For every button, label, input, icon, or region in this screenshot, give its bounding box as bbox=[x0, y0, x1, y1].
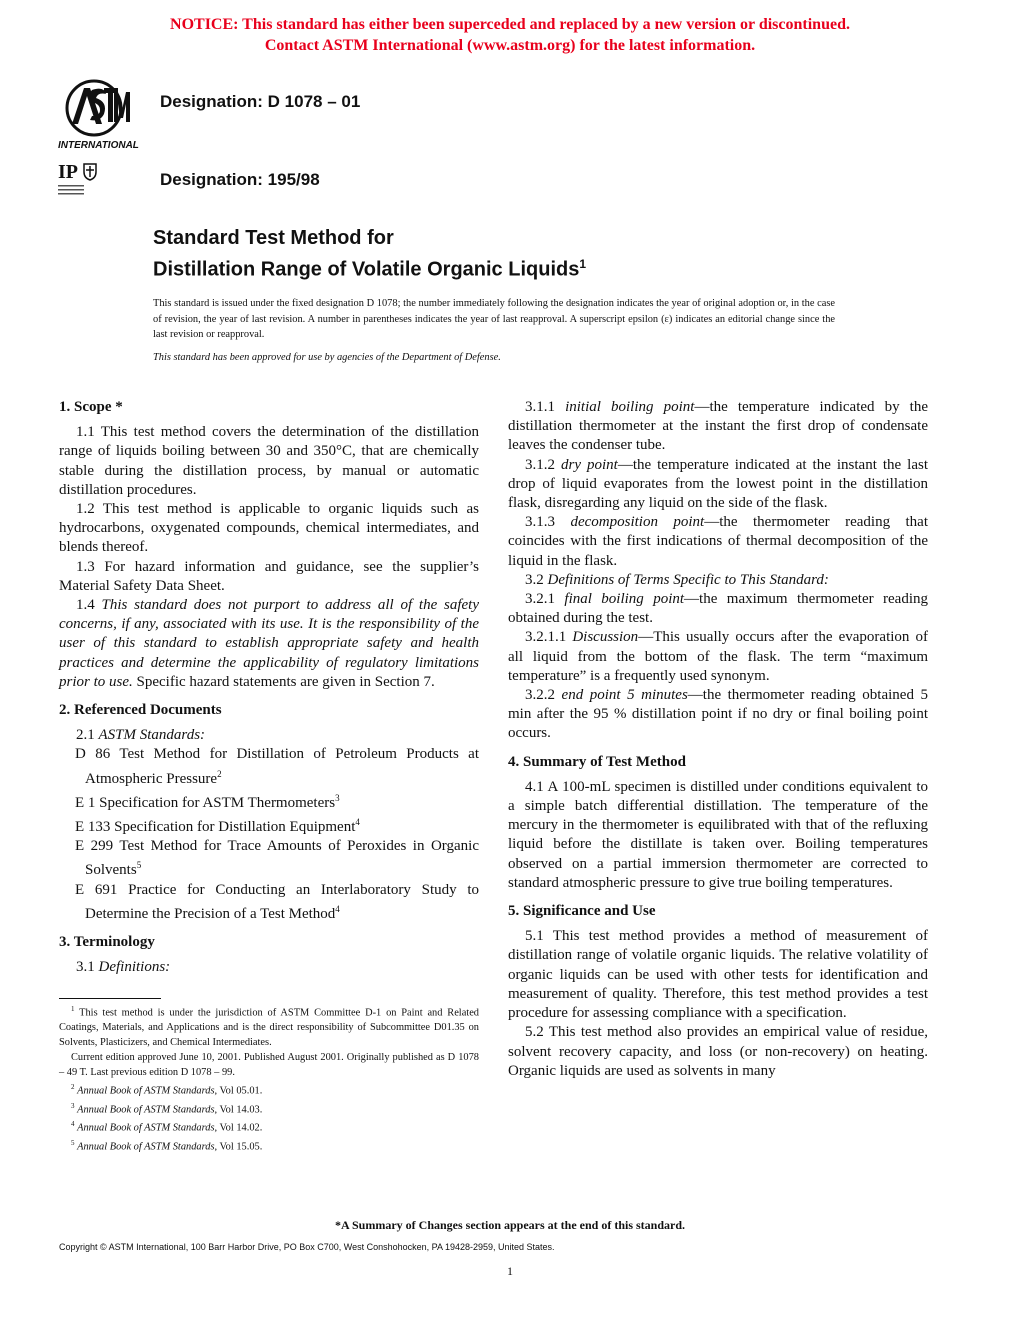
footnote-vol: , Vol 05.01. bbox=[214, 1085, 263, 1097]
issued-note: This standard is issued under the fixed designation D 1078; the number immediately following the designation indicates the year of original adoption or, in the case of revision, the year of last revision. A number in parentheses indicates the year of last reapproval. A superscript epsilon (ε) indicates an editorial change since the last revision or reapproval. bbox=[153, 298, 835, 340]
ref-e299 bbox=[59, 837, 479, 880]
defined-term: end point 5 minutes bbox=[561, 687, 688, 704]
para-1-4-italic: This standard does not purport to address all of the safety concerns, if any, associated with its use. It is the responsibility of the user of this standard to establish appropriate safety and health practices and determine the applicability of regulatory limitations prior to use. bbox=[59, 597, 480, 690]
title-footnote-mark: 1 bbox=[579, 257, 587, 271]
para-1-4-num: 1.4 bbox=[76, 597, 95, 614]
scope-heading: 1. Scope * bbox=[59, 399, 123, 415]
defined-term: Discussion bbox=[572, 629, 639, 646]
para-2-1 bbox=[59, 726, 479, 745]
para-5-1: 5.1 This test method provides a method of measurement of distillation range of volatile organic liquids. The relative volatility of organic liquids can be used with other tests for identification and measurement of quality. Therefore, this test method provides a test procedure for assessing compliance with a specification. bbox=[508, 928, 928, 1022]
ref-sup: 4 bbox=[335, 903, 340, 914]
referenced-documents-heading: 2. Referenced Documents bbox=[59, 702, 222, 719]
ref-text: E 1 Specification for ASTM Thermometers bbox=[75, 794, 336, 811]
ip-logo bbox=[58, 160, 102, 200]
para-3-1-label: Definitions: bbox=[98, 959, 171, 976]
para-num: 3.2.1 bbox=[525, 591, 555, 608]
para-num: 3.1.1 bbox=[525, 399, 555, 415]
ref-text: E 299 Test Method for Trace Amounts of Peroxides in Organic Solvents bbox=[75, 838, 479, 879]
footnote-mark: 1 bbox=[71, 1005, 75, 1013]
title-line-2-text: Distillation Range of Volatile Organic Liquids bbox=[153, 258, 580, 281]
para-2-1-num: 2.1 bbox=[76, 727, 95, 744]
para-3-1-2 bbox=[508, 456, 928, 514]
designation-astm: Designation: D 1078 – 01 bbox=[160, 92, 361, 111]
astm-logo-text: INTERNATIONAL bbox=[58, 140, 139, 151]
defined-term: decomposition point bbox=[570, 514, 705, 531]
ref-text: E 691 Practice for Conducting an Interlaboratory Study to Determine the Precision of a Test Method bbox=[75, 881, 479, 922]
footnote-title: Annual Book of ASTM Standards bbox=[77, 1141, 215, 1153]
para-num: 3.2.2 bbox=[525, 687, 555, 704]
para-1-4 bbox=[59, 596, 479, 692]
footnote-mark: 5 bbox=[71, 1138, 75, 1147]
definition-text: —the temperature indicated by the distillation thermometer at the instant the first drop of condensate leaves the condenser tube. bbox=[508, 399, 929, 454]
footnote-title: Annual Book of ASTM Standards bbox=[77, 1122, 215, 1134]
footnote-title: Annual Book of ASTM Standards bbox=[77, 1085, 215, 1097]
ref-sup: 2 bbox=[217, 768, 222, 779]
left-column bbox=[59, 398, 479, 977]
notice-line-1: NOTICE: This standard has either been superceded and replaced by a new version or discontinued. bbox=[170, 16, 850, 33]
subsection-label: Definitions of Terms Specific to This Standard: bbox=[547, 571, 829, 588]
summary-of-changes-note: *A Summary of Changes section appears at the end of this standard. bbox=[334, 1218, 686, 1232]
ip-logo-text: IP bbox=[58, 161, 78, 183]
para-num: 3.2.1.1 bbox=[525, 629, 567, 646]
designation-ip: Designation: 195/98 bbox=[160, 170, 320, 189]
definition-text: —the thermometer reading obtained 5 min after the 95 % distillation point if no dry or final boiling point occurs. bbox=[508, 687, 928, 742]
para-1-1: 1.1 This test method covers the determination of the distillation range of liquids boiling between 30 and 350°C, that are chemically stable during the distillation process, by manual or automatic distillation procedures. bbox=[59, 424, 479, 498]
ref-d86 bbox=[59, 745, 479, 788]
footnote-text: This test method is under the jurisdiction of ASTM Committee D-1 on Paint and Related Coatings, Materials, and Applications and is the direct responsibility of Subcommittee D01.35 on Solvents, Plasticizers, and Chemical Intermediates. bbox=[59, 1007, 479, 1049]
ref-sup: 5 bbox=[136, 860, 142, 871]
para-num: 3.1.3 bbox=[525, 514, 555, 531]
title-line-2 bbox=[153, 251, 586, 283]
ref-e1 bbox=[59, 789, 479, 813]
footnotes bbox=[59, 998, 479, 1154]
definition-text: —the thermometer reading that coincides with the first indications of thermal decomposition of the liquid in the flask. bbox=[508, 514, 929, 569]
para-3-1 bbox=[59, 958, 479, 977]
footnote-1 bbox=[59, 1002, 479, 1050]
right-column bbox=[508, 398, 928, 1081]
ref-sup: 3 bbox=[335, 792, 340, 803]
definition-text: —the maximum thermometer reading obtained during the test. bbox=[508, 591, 929, 627]
para-3-1-num: 3.1 bbox=[76, 959, 95, 976]
footnote-mark: 2 bbox=[71, 1083, 75, 1092]
para-4-1: 4.1 A 100-mL specimen is distilled under conditions equivalent to a simple batch differential distillation. The temperature of the mercury in the thermometer is equilibrated with that of the refluxing liquid before the distillate is taken over. Boiling temperatures observed on a partial immersion thermometer are corrected to standard atmospheric pressure to give true boiling temperatures. bbox=[508, 778, 928, 891]
para-3-2-1 bbox=[508, 590, 928, 628]
para-2-1-label: ASTM Standards: bbox=[98, 727, 206, 744]
footnote-3 bbox=[59, 1099, 479, 1117]
defined-term: dry point bbox=[561, 456, 618, 473]
footnote-1-edition: Current edition approved June 10, 2001. Published August 2001. Originally published as D 1078 – 49 T. Last previous edition D 1078 – 99. bbox=[59, 1052, 479, 1079]
para-3-2-1-1 bbox=[508, 628, 928, 686]
para-3-1-3 bbox=[508, 513, 928, 571]
ref-e133 bbox=[59, 813, 479, 837]
para-3-1-1 bbox=[508, 398, 928, 456]
definition-text: —the temperature indicated at the instant the last drop of liquid evaporates from the lowest point in the distillation flask, disregarding any liquid on the side of the flask. bbox=[508, 456, 928, 512]
defined-term: final boiling point bbox=[564, 591, 685, 608]
supersede-notice bbox=[0, 14, 1020, 56]
para-num: 3.2 bbox=[525, 571, 544, 588]
title-line-1: Standard Test Method for bbox=[153, 227, 394, 249]
page-number: 1 bbox=[507, 1264, 513, 1278]
notice-line-2: Contact ASTM International (www.astm.org) for the latest information. bbox=[264, 37, 756, 54]
terminology-heading: 3. Terminology bbox=[59, 934, 155, 951]
ref-text: D 86 Test Method for Distillation of Petroleum Products at Atmospheric Pressure bbox=[75, 746, 479, 787]
para-1-4-rest: Specific hazard statements are given in Section 7. bbox=[136, 673, 435, 690]
footnote-5 bbox=[59, 1136, 479, 1154]
document-title bbox=[153, 225, 586, 283]
footnote-title: Annual Book of ASTM Standards bbox=[77, 1104, 215, 1116]
astm-logo bbox=[58, 78, 146, 152]
ref-text: E 133 Specification for Distillation Equipment bbox=[75, 819, 356, 836]
footnote-mark: 4 bbox=[71, 1120, 75, 1129]
para-5-2: 5.2 This test method also provides an empirical value of residue, solvent recovery capacity, and loss (or non-recovery) on heating. Organic liquids are used as solvents in many bbox=[508, 1024, 928, 1079]
footnote-rule bbox=[59, 998, 161, 999]
copyright-line: Copyright © ASTM International, 100 Barr Harbor Drive, PO Box C700, West Conshohocken, PA 19428-2959, United States. bbox=[59, 1242, 555, 1252]
footnote-4 bbox=[59, 1117, 479, 1135]
para-1-2: 1.2 This test method is applicable to organic liquids such as hydrocarbons, oxygenated compounds, chemical intermediates, and blends thereof. bbox=[59, 501, 479, 556]
footnote-vol: , Vol 15.05. bbox=[214, 1141, 263, 1153]
para-num: 3.1.2 bbox=[525, 456, 555, 473]
footnote-vol: , Vol 14.03. bbox=[214, 1104, 263, 1116]
para-3-2-2 bbox=[508, 686, 928, 744]
definition-text: —This usually occurs after the evaporation of all liquid from the bottom of the flask. The term “maximum temperature” is a frequently used synonym. bbox=[508, 629, 928, 684]
footnote-vol: , Vol 14.02. bbox=[214, 1122, 263, 1134]
footnote-2 bbox=[59, 1080, 479, 1098]
para-3-2 bbox=[508, 571, 928, 590]
significance-heading: 5. Significance and Use bbox=[508, 903, 656, 920]
ref-sup: 4 bbox=[355, 817, 360, 828]
summary-heading: 4. Summary of Test Method bbox=[508, 753, 686, 770]
ref-e691 bbox=[59, 881, 479, 924]
para-1-3: 1.3 For hazard information and guidance, see the supplier’s Material Safety Data Sheet. bbox=[59, 558, 479, 594]
approved-note: This standard has been approved for use by agencies of the Department of Defense. bbox=[153, 352, 501, 363]
defined-term: initial boiling point bbox=[565, 399, 695, 415]
footnote-mark: 3 bbox=[71, 1101, 75, 1110]
